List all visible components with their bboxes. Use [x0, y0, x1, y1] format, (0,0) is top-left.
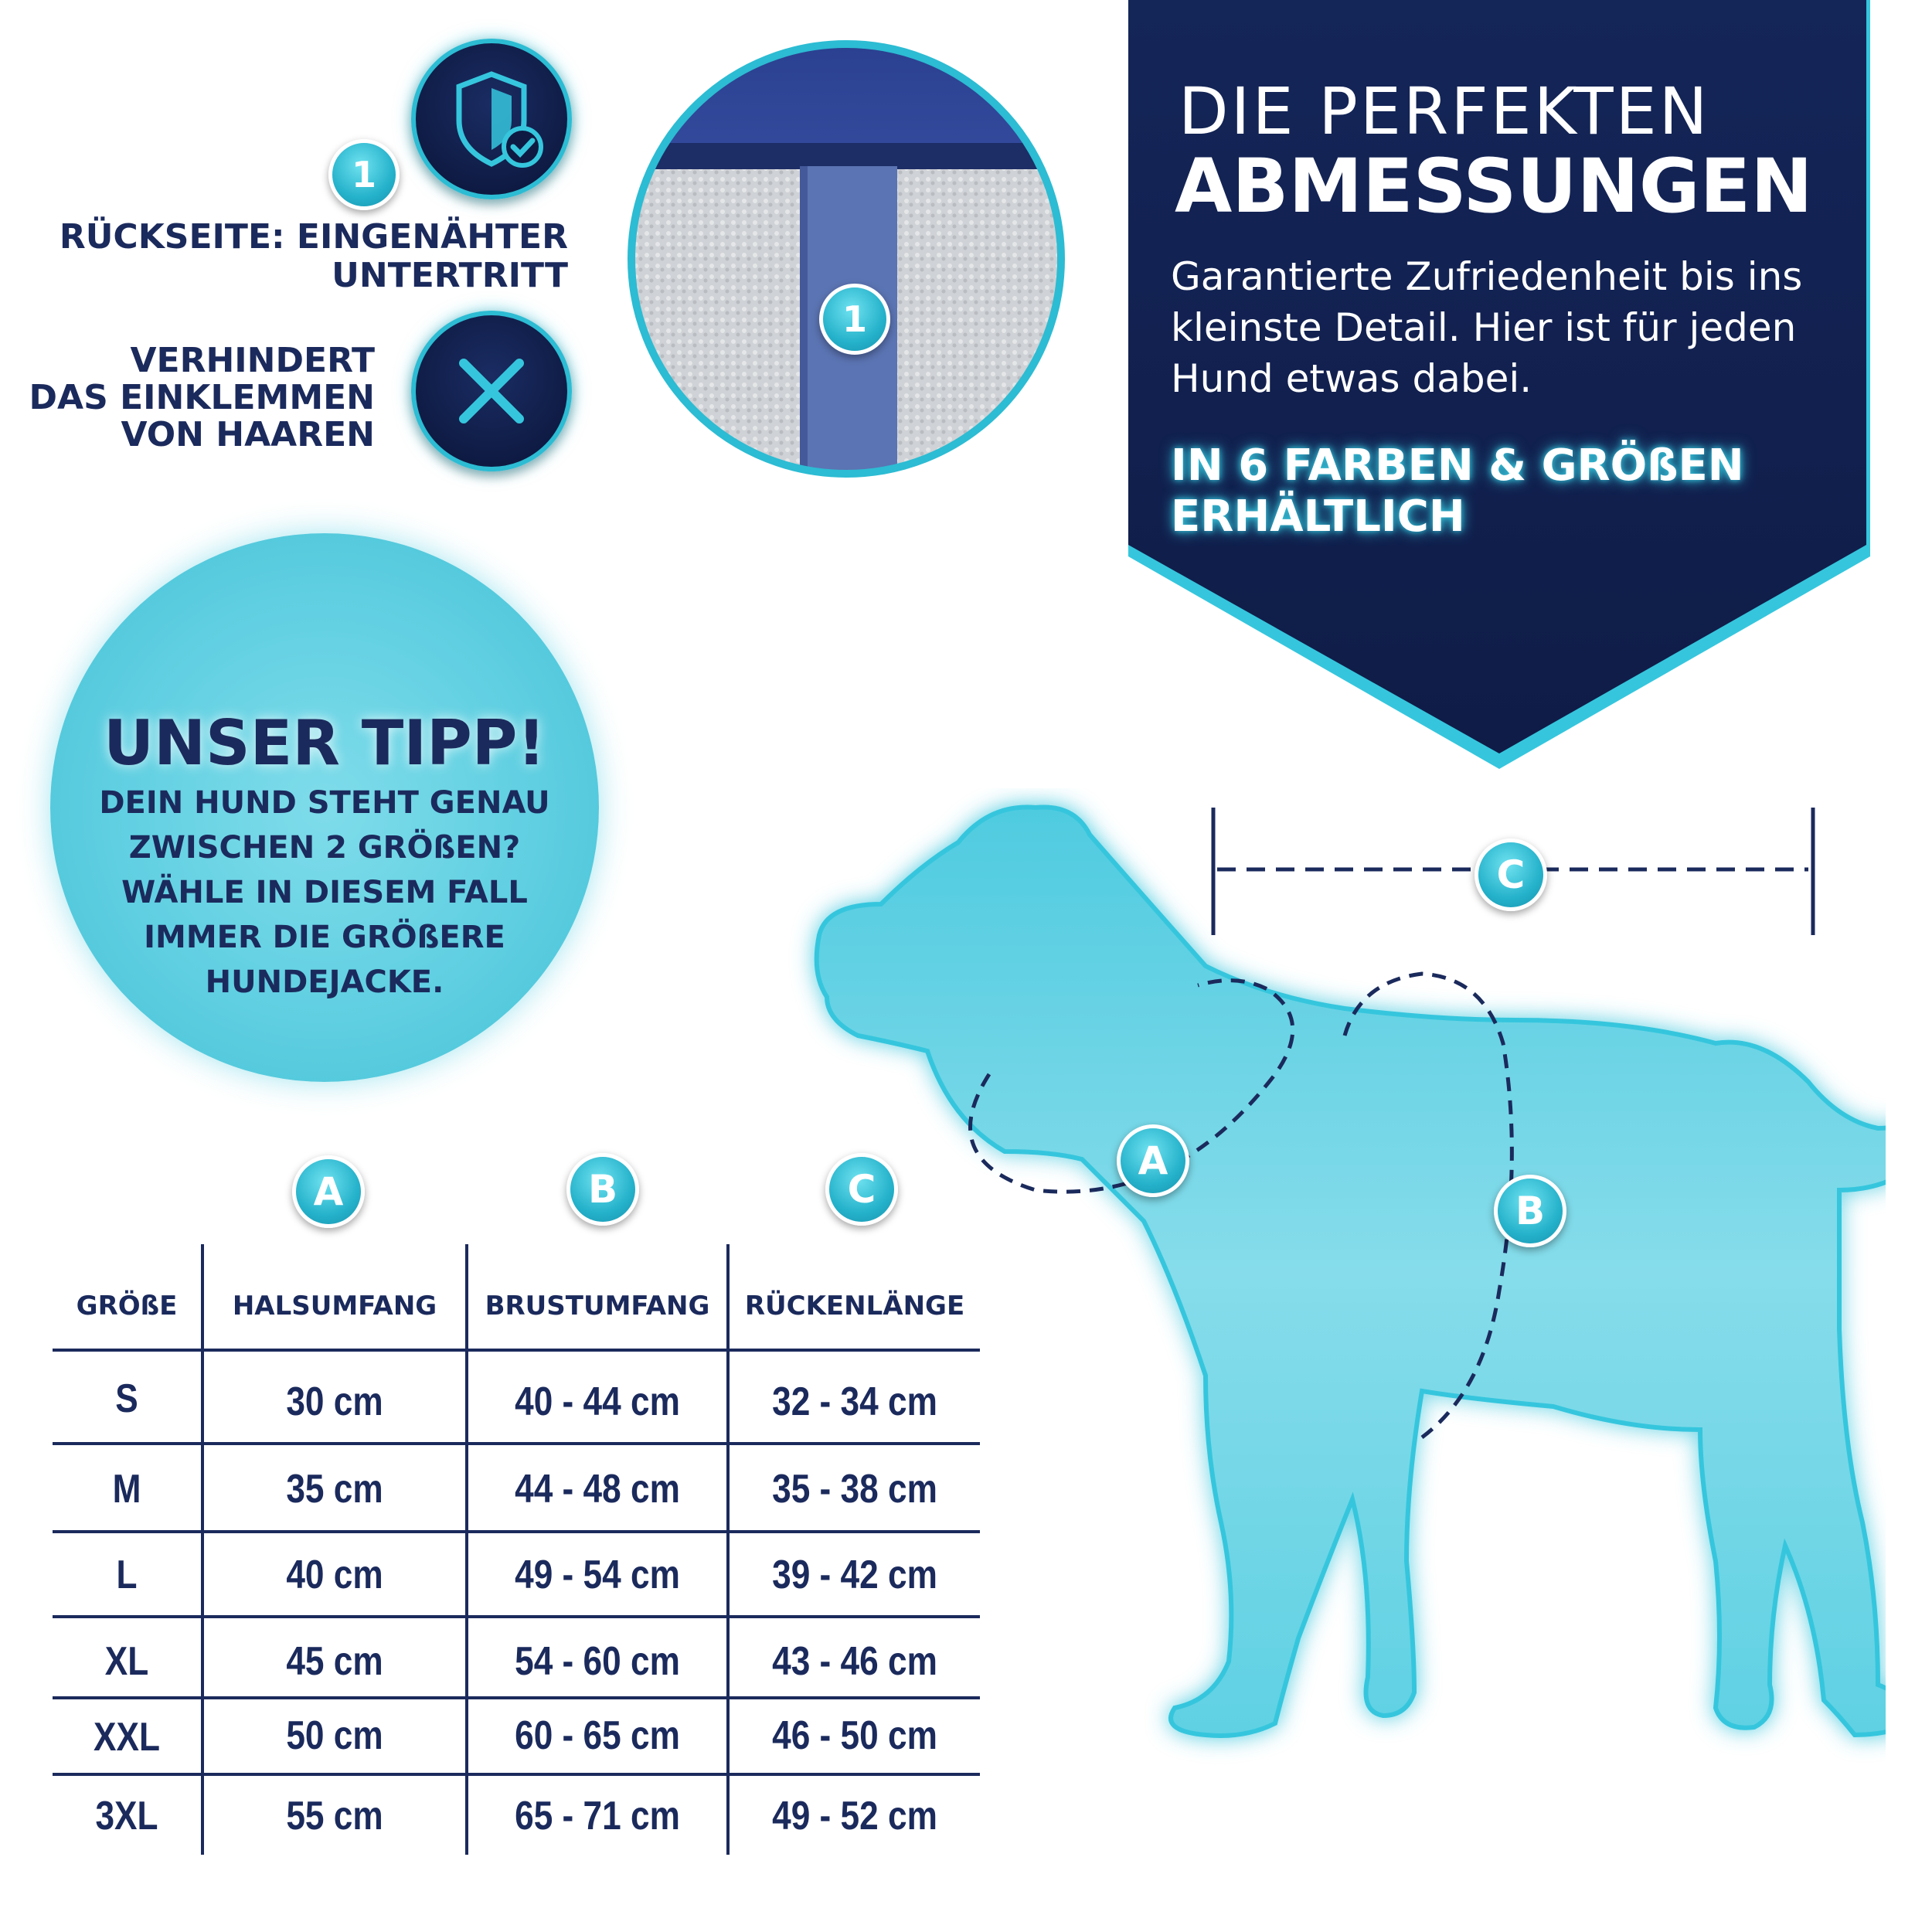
diagram-badge-b: B [1494, 1175, 1566, 1247]
table-cell: 54 - 60 cm [515, 1639, 680, 1684]
table-divider [53, 1696, 980, 1699]
diagram-badge-c: C [1475, 838, 1547, 911]
table-cell: 35 - 38 cm [772, 1467, 937, 1512]
table-cell: 46 - 50 cm [772, 1713, 937, 1758]
table-cell: 3XL [95, 1794, 158, 1838]
table-cell: 45 cm [286, 1639, 383, 1684]
table-divider [726, 1244, 730, 1855]
table-divider [53, 1349, 980, 1352]
number-badge: 1 [328, 139, 400, 210]
feature1-line1: RÜCKSEITE: EINGENÄHTER [59, 217, 568, 257]
table-header-neck: HALSUMFANG [232, 1291, 437, 1321]
feature2-line1: VERHINDERT [130, 341, 375, 380]
feature2-line2: DAS EINKLEMMEN [29, 378, 375, 417]
table-divider [53, 1530, 980, 1533]
table-badge-b: B [566, 1153, 639, 1226]
table-cell: 35 cm [286, 1467, 383, 1512]
banner-title-line2: ABMESSUNGEN [1175, 143, 1813, 230]
table-cell: 50 cm [286, 1713, 383, 1758]
table-cell: 39 - 42 cm [772, 1553, 937, 1597]
table-cell: S [115, 1376, 138, 1421]
banner-description: Garantierte Zufriedenheit bis ins kleinste Detail. Hier ist für jeden Hund etwas dabei. [1171, 254, 1803, 401]
table-cell: 40 - 44 cm [515, 1379, 680, 1424]
table-cell: 43 - 46 cm [772, 1639, 937, 1684]
table-cell: 55 cm [286, 1794, 383, 1838]
table-divider [201, 1244, 204, 1855]
table-cell: L [116, 1553, 138, 1597]
table-cell: 49 - 54 cm [515, 1553, 680, 1597]
tip-title: UNSER TIPP! [104, 707, 546, 779]
dog-silhouette [817, 807, 1886, 1736]
table-divider [465, 1244, 468, 1855]
table-cell: M [112, 1467, 141, 1512]
feature2-line3: VON HAAREN [121, 415, 375, 454]
tip-body: DEIN HUND STEHT GENAU ZWISCHEN 2 GRÖßEN? WÄHLE IN DIESEM FALL IMMER DIE GRÖßERE HUNDEJACKE. [99, 785, 550, 1000]
fabric-detail-image [622, 35, 1070, 483]
table-divider [53, 1773, 980, 1776]
shield-check-icon [411, 39, 572, 199]
table-badge-c: C [825, 1153, 898, 1226]
close-icon [411, 311, 572, 471]
table-header-chest: BRUSTUMFANG [485, 1291, 710, 1321]
table-divider [53, 1442, 980, 1445]
table-cell: XL [104, 1639, 149, 1684]
table-cell: 40 cm [286, 1553, 383, 1597]
table-divider [53, 1615, 980, 1618]
banner-availability: IN 6 FARBEN & GRÖßEN ERHÄLTLICH [1171, 440, 1744, 542]
table-header-size: GRÖßE [76, 1291, 178, 1321]
table-badge-a: A [292, 1155, 365, 1228]
table-cell: 65 - 71 cm [515, 1794, 680, 1838]
table-cell: 49 - 52 cm [772, 1794, 937, 1838]
table-cell: 60 - 65 cm [515, 1713, 680, 1758]
table-header-back: RÜCKENLÄNGE [744, 1291, 965, 1321]
diagram-badge-a: A [1117, 1124, 1189, 1197]
banner-title-line1: DIE PERFEKTEN [1179, 73, 1710, 149]
table-cell: 30 cm [286, 1379, 383, 1424]
detail-number-badge: 1 [819, 284, 890, 355]
table-cell: 44 - 48 cm [515, 1467, 680, 1512]
table-cell: 32 - 34 cm [772, 1379, 937, 1424]
feature1-line2: UNTERTRITT [332, 256, 568, 295]
table-cell: XXL [94, 1715, 160, 1760]
